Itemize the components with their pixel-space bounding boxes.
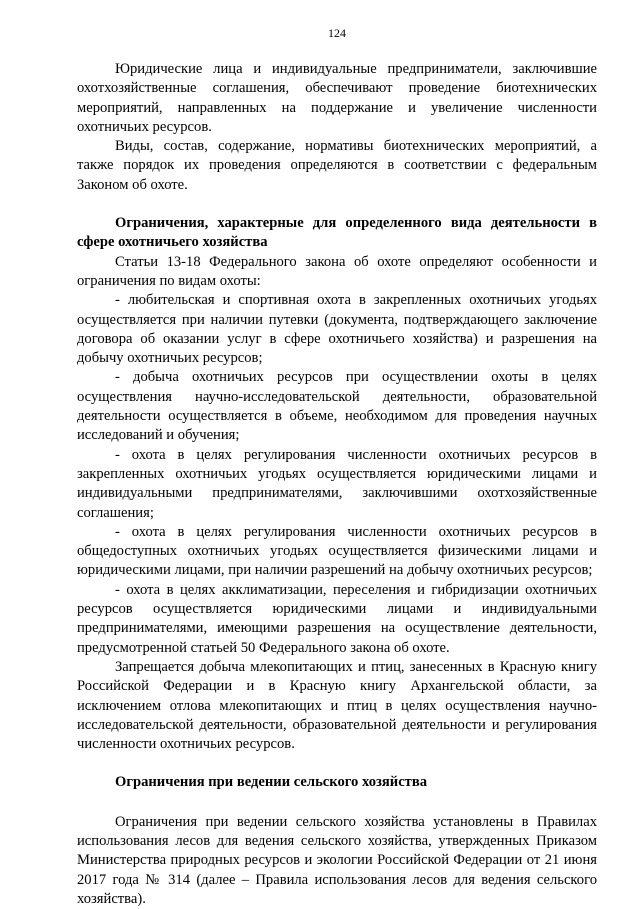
paragraph-biotech-regulation: Виды, состав, содержание, нормативы биотехнических мероприятий, а также порядок их проведения определяются в соответствии с федеральным Законом об охоте. [77,138,597,193]
paragraph-agriculture-rules: Ограничения при ведении сельского хозяйства установлены в Правилах использования лесов для ведения сельского хозяйства, утвержденных Приказом Министерства природных ресурсов и экологии Российской Федерации от 21 июня 2017 года № 314 (далее – Правила использования лесов для ведения сельского хозяйства). [77,813,597,907]
paragraph-hunting-articles: Статьи 13-18 Федерального закона об охоте определяют особенности и ограничения по видам охоты: [77,253,597,289]
document-page [77,26,597,909]
list-item-acclimatization-hunting: - охота в целях акклиматизации, переселения и гибридизации охотничьих ресурсов осуществляется юридическими лицами и индивидуальными предпринимателями, имеющими разрешения на осуществление деятельности, предусмотренной статьей 50 Федерального закона об охоте. [77,581,597,656]
list-item-research-hunting: - добыча охотничьих ресурсов при осуществлении охоты в целях осуществления научно-исследовательской деятельности, образовательной деятельности осуществляется в объеме, необходимом для проведения научных исследований и обучения; [77,369,597,444]
section-heading-agriculture-restrictions: Ограничения при ведении сельского хозяйства [115,774,428,791]
list-item-amateur-hunting: - любительская и спортивная охота в закрепленных охотничьих угодьях осуществляется при наличии путевки (документа, подтверждающего заключение договора об оказании услуг в сфере охотничьего хозяйства) и разрешения на добычу охотничьих ресурсов; [77,292,597,367]
spacer [77,793,597,813]
spacer [77,754,597,773]
spacer [77,195,597,214]
paragraph-biotech-measures: Юридические лица и индивидуальные предприниматели, заключившие охотхозяйственные соглашения, обеспечивают проведение биотехнических мероприятий, направленных на поддержание и увеличение численности охотничьих ресурсов. [77,61,597,135]
page-number: 124 [328,26,346,40]
section-heading-hunting-restrictions: Ограничения, характерные для определенного вида деятельности в сфере охотничьего хозяйства [77,215,597,251]
list-item-regulation-public-lands: - охота в целях регулирования численности охотничьих ресурсов в общедоступных охотничьих угодьях осуществляется физическими лицами и юридическими лицами, при наличии разрешений на добычу охотничьих ресурсов; [77,523,597,579]
paragraph-red-book-prohibition: Запрещается добыча млекопитающих и птиц, занесенных в Красную книгу Российской Федерации и в Красную книгу Архангельской области, за исключением отлова млекопитающих и птиц в целях осуществления научно-исследовательской деятельности, образовательной деятельности и регулирования численности охотничьих ресурсов. [77,658,597,753]
list-item-regulation-assigned-lands: - охота в целях регулирования численности охотничьих ресурсов в закрепленных охотничьих угодьях осуществляется юридическими лицами и индивидуальными предпринимателями, заключившими охотхозяйственные соглашения; [77,446,597,521]
